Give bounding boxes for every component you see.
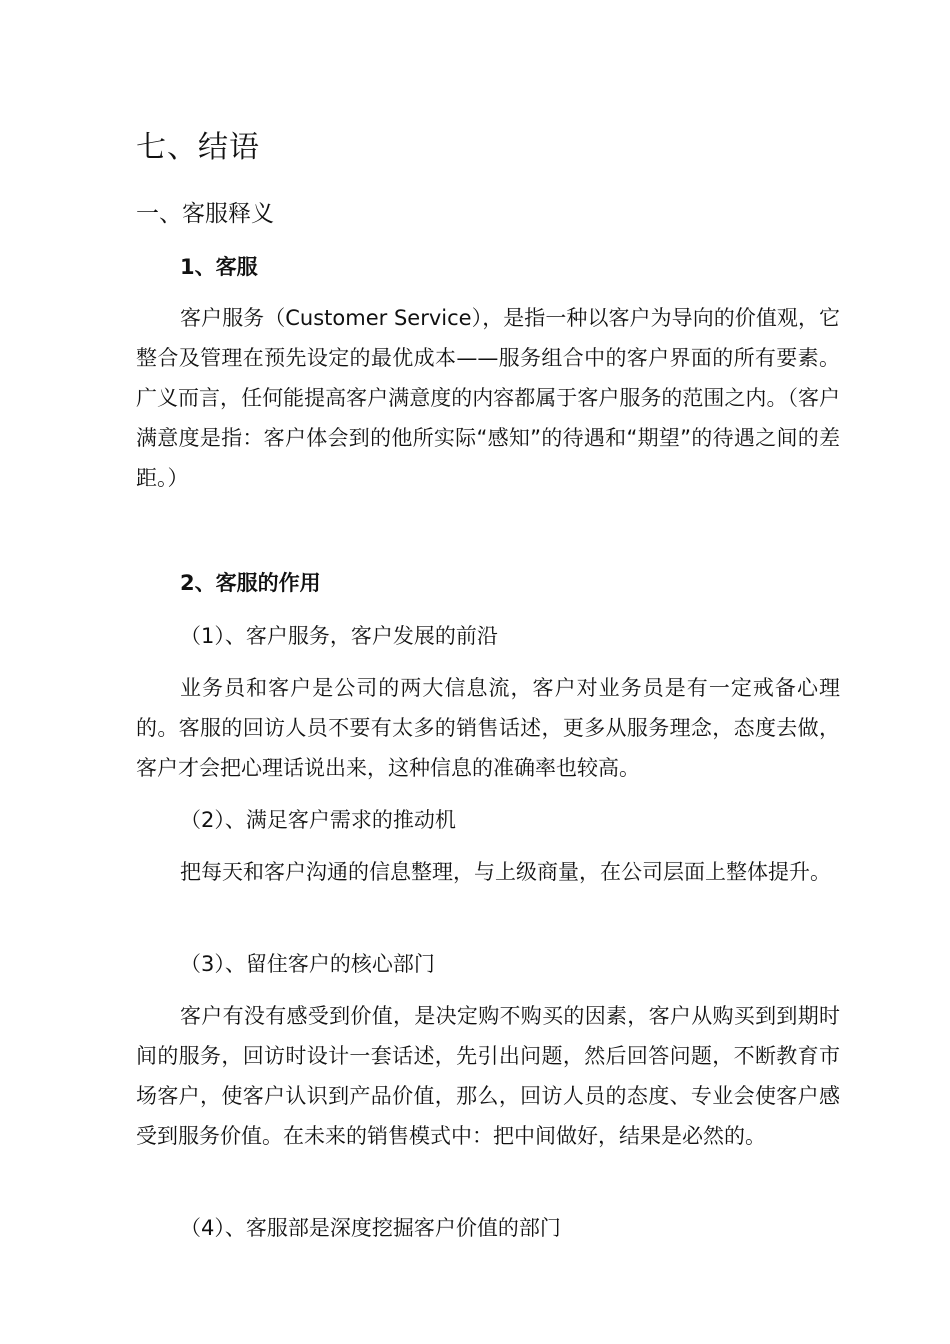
chapter-title: 七、结语 [136,130,260,165]
role-item-paragraph-2: 把每天和客户沟通的信息整理，与上级商量，在公司层面上整体提升。 [180,860,831,884]
section-title: 一、客服释义 [136,201,274,227]
subsection-heading-definition: 1、客服 [180,255,258,279]
role-item-paragraph-3: 客户有没有感受到价值，是决定购不购买的因素，客户从购买到到期时间的服务，回访时设计一套话述，先引出问题，然后回答问题，不断教育市场客户，使客户认识到产品价值，那么，回访人员的态度、专业会使客户感受到服务价值。在未来的销售模式中：把中间做好，结果是必然的。 [136,1004,840,1148]
role-item-title-2: （2）、满足客户需求的推动机 [180,808,456,832]
role-item-title-1: （1）、客户服务，客户发展的前沿 [180,624,498,648]
role-item-title-3: （3）、留住客户的核心部门 [180,952,435,976]
definition-paragraph: 客户服务（Customer Service），是指一种以客户为导向的价值观，它整合及管理在预先设定的最优成本——服务组合中的客户界面的所有要素。广义而言，任何能提高客户满意度的内容都属于客户服务的范围之内。（客户满意度是指：客户体会到的他所实际“感知”的待遇和“期望”的待遇之间的差距。） [136,306,840,490]
role-item-title-4: （4）、客服部是深度挖掘客户价值的部门 [180,1216,561,1240]
subsection-heading-roles: 2、客服的作用 [180,571,321,595]
role-item-paragraph-1: 业务员和客户是公司的两大信息流，客户对业务员是有一定戒备心理的。客服的回访人员不要有太多的销售话述，更多从服务理念，态度去做，客户才会把心理话说出来，这种信息的准确率也较高。 [136,676,840,780]
